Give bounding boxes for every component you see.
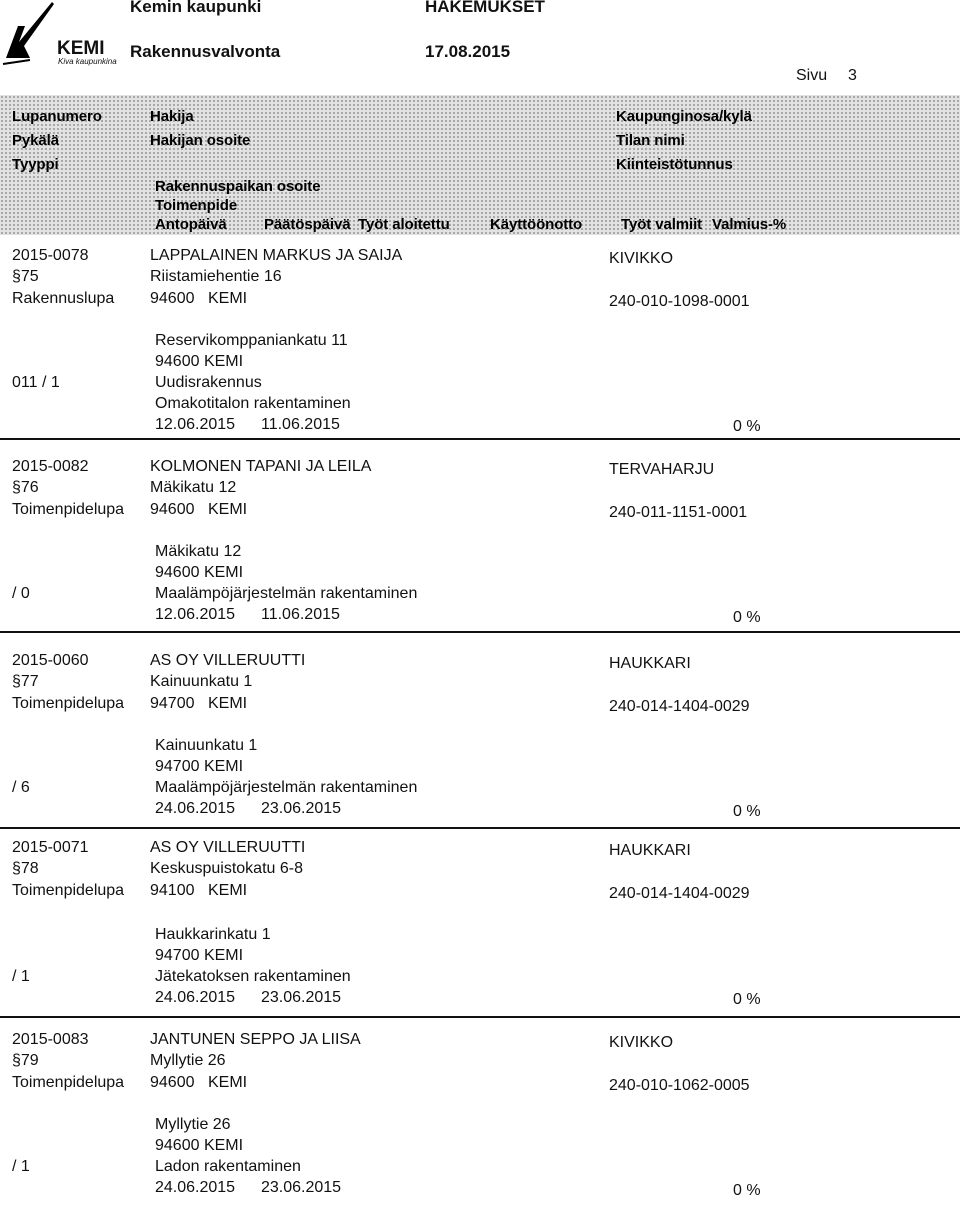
pykala: §76 — [12, 479, 39, 496]
postinumero: 94600 — [150, 290, 195, 307]
kiinteistotunnus: 240-014-1404-0029 — [609, 698, 750, 715]
record-divider — [0, 1016, 960, 1018]
paatospaiva: 11.06.2015 — [261, 606, 340, 623]
rakennuspaikka: Kainuunkatu 1 — [155, 737, 258, 754]
tyyppi: Rakennuslupa — [12, 290, 115, 307]
logo-tagline: Kiva kaupunkina — [58, 57, 117, 66]
record-divider — [0, 438, 960, 440]
toimenpiteen-kuvaus: Omakotitalon rakentaminen — [155, 395, 351, 412]
valmius: 0 % — [733, 609, 761, 626]
luparivi-numero: / 0 — [12, 585, 30, 602]
kaupunginosa: HAUKKARI — [609, 655, 691, 672]
hakijan-osoite: Mäkikatu 12 — [150, 479, 237, 496]
paatospaiva: 11.06.2015 — [261, 416, 340, 433]
col-lupanumero: Lupanumero — [12, 108, 102, 125]
col-rakennuspaikan-osoite: Rakennuspaikan osoite — [155, 178, 321, 195]
lupanumero: 2015-0060 — [12, 652, 89, 669]
col-pykala: Pykälä — [12, 132, 59, 149]
record-divider — [0, 827, 960, 829]
luparivi-numero: / 6 — [12, 779, 30, 796]
lupanumero: 2015-0071 — [12, 839, 89, 856]
kiinteistotunnus: 240-010-1062-0005 — [609, 1077, 750, 1094]
tyyppi: Toimenpidelupa — [12, 501, 125, 518]
hakija: LAPPALAINEN MARKUS JA SAIJA — [150, 247, 403, 264]
antopaiva: 24.06.2015 — [155, 989, 236, 1006]
record-divider — [0, 631, 960, 633]
rakennuspaikka-posti: 94600 KEMI — [155, 564, 244, 581]
application-record — [0, 652, 960, 848]
rakennuspaikka: Reservikomppaniankatu 11 — [155, 332, 348, 349]
postinumero: 94600 — [150, 1074, 195, 1091]
antopaiva: 24.06.2015 — [155, 1179, 236, 1196]
hakijan-osoite: Myllytie 26 — [150, 1052, 226, 1069]
application-record — [0, 458, 960, 654]
hakija: KOLMONEN TAPANI JA LEILA — [150, 458, 372, 475]
postinumero: 94100 — [150, 882, 195, 899]
col-toimenpide: Toimenpide — [155, 197, 238, 214]
toimenpide: Jätekatoksen rakentaminen — [155, 968, 351, 985]
kunta: KEMI — [208, 501, 248, 518]
valmius: 0 % — [733, 1182, 761, 1199]
logo-text: KEMI — [57, 38, 105, 59]
luparivi-numero: 011 / 1 — [12, 374, 60, 391]
paatospaiva: 23.06.2015 — [261, 1179, 342, 1196]
kunta: KEMI — [208, 290, 248, 307]
col-kiinteistotunnus: Kiinteistötunnus — [616, 156, 733, 173]
hakija: AS OY VILLERUUTTI — [150, 652, 306, 669]
tyyppi: Toimenpidelupa — [12, 695, 125, 712]
application-record — [0, 247, 960, 443]
page-label: Sivu — [796, 67, 828, 84]
luparivi-numero: / 1 — [12, 1158, 30, 1175]
kunta: KEMI — [208, 882, 248, 899]
toimenpide: Maalämpöjärjestelmän rakentaminen — [155, 585, 418, 602]
kiinteistotunnus: 240-010-1098-0001 — [609, 293, 750, 310]
hakijan-osoite: Keskuspuistokatu 6-8 — [150, 860, 303, 877]
lupanumero: 2015-0082 — [12, 458, 89, 475]
toimenpide: Maalämpöjärjestelmän rakentaminen — [155, 779, 418, 796]
hakijan-osoite: Riistamiehentie 16 — [150, 268, 282, 285]
hakijan-osoite: Kainuunkatu 1 — [150, 673, 253, 690]
tyyppi: Toimenpidelupa — [12, 882, 125, 899]
col-valmius: Valmius-% — [712, 216, 787, 233]
kaupunginosa: HAUKKARI — [609, 842, 691, 859]
hakija: JANTUNEN SEPPO JA LIISA — [150, 1031, 361, 1048]
col-tyyppi: Tyyppi — [12, 156, 59, 173]
report-date: 17.08.2015 — [425, 42, 511, 61]
rakennuspaikka: Mäkikatu 12 — [155, 543, 242, 560]
org-name: Kemin kaupunki — [130, 0, 262, 16]
rakennuspaikka: Haukkarinkatu 1 — [155, 926, 271, 943]
col-antopaiva: Antopäivä — [155, 216, 227, 233]
page-number: 3 — [848, 67, 857, 84]
kemi-k-icon — [0, 0, 60, 70]
kunta: KEMI — [208, 1074, 248, 1091]
pykala: §77 — [12, 673, 39, 690]
col-hakijan-osoite: Hakijan osoite — [150, 132, 251, 149]
rakennuspaikka-posti: 94700 KEMI — [155, 758, 244, 775]
col-kaupunginosa: Kaupunginosa/kylä — [616, 108, 752, 125]
valmius: 0 % — [733, 803, 761, 820]
luparivi-numero: / 1 — [12, 968, 30, 985]
toimenpide: Ladon rakentaminen — [155, 1158, 301, 1175]
pykala: §78 — [12, 860, 39, 877]
antopaiva: 24.06.2015 — [155, 800, 236, 817]
col-paatospaiva: Päätöspäivä — [264, 216, 351, 233]
column-header-band — [0, 95, 960, 235]
kaupunginosa: TERVAHARJU — [609, 461, 715, 478]
rakennuspaikka-posti: 94600 KEMI — [155, 1137, 244, 1154]
antopaiva: 12.06.2015 — [155, 416, 236, 433]
paatospaiva: 23.06.2015 — [261, 800, 342, 817]
col-kayttoonotto: Käyttöönotto — [490, 216, 583, 233]
valmius: 0 % — [733, 991, 761, 1008]
kaupunginosa: KIVIKKO — [609, 1034, 674, 1051]
rakennuspaikka-posti: 94700 KEMI — [155, 947, 244, 964]
application-record — [0, 1031, 960, 1211]
valmius: 0 % — [733, 418, 761, 435]
application-record — [0, 839, 960, 1035]
doc-title: HAKEMUKSET — [425, 0, 545, 16]
rakennuspaikka-posti: 94600 KEMI — [155, 353, 244, 370]
hakija: AS OY VILLERUUTTI — [150, 839, 306, 856]
pykala: §79 — [12, 1052, 39, 1069]
col-tyot-valmiit: Työt valmiit — [621, 216, 703, 233]
dept-name: Rakennusvalvonta — [130, 42, 281, 61]
rakennuspaikka: Myllytie 26 — [155, 1116, 231, 1133]
tyyppi: Toimenpidelupa — [12, 1074, 125, 1091]
kaupunginosa: KIVIKKO — [609, 250, 674, 267]
postinumero: 94700 — [150, 695, 195, 712]
kiinteistotunnus: 240-014-1404-0029 — [609, 885, 750, 902]
lupanumero: 2015-0078 — [12, 247, 89, 264]
lupanumero: 2015-0083 — [12, 1031, 89, 1048]
pykala: §75 — [12, 268, 39, 285]
antopaiva: 12.06.2015 — [155, 606, 236, 623]
col-tilan-nimi: Tilan nimi — [616, 132, 685, 149]
postinumero: 94600 — [150, 501, 195, 518]
paatospaiva: 23.06.2015 — [261, 989, 342, 1006]
kemi-logo — [0, 0, 125, 70]
kiinteistotunnus: 240-011-1151-0001 — [609, 504, 748, 521]
col-hakija: Hakija — [150, 108, 194, 125]
toimenpide: Uudisrakennus — [155, 374, 262, 391]
col-tyot-aloitettu: Työt aloitettu — [358, 216, 450, 233]
kunta: KEMI — [208, 695, 248, 712]
